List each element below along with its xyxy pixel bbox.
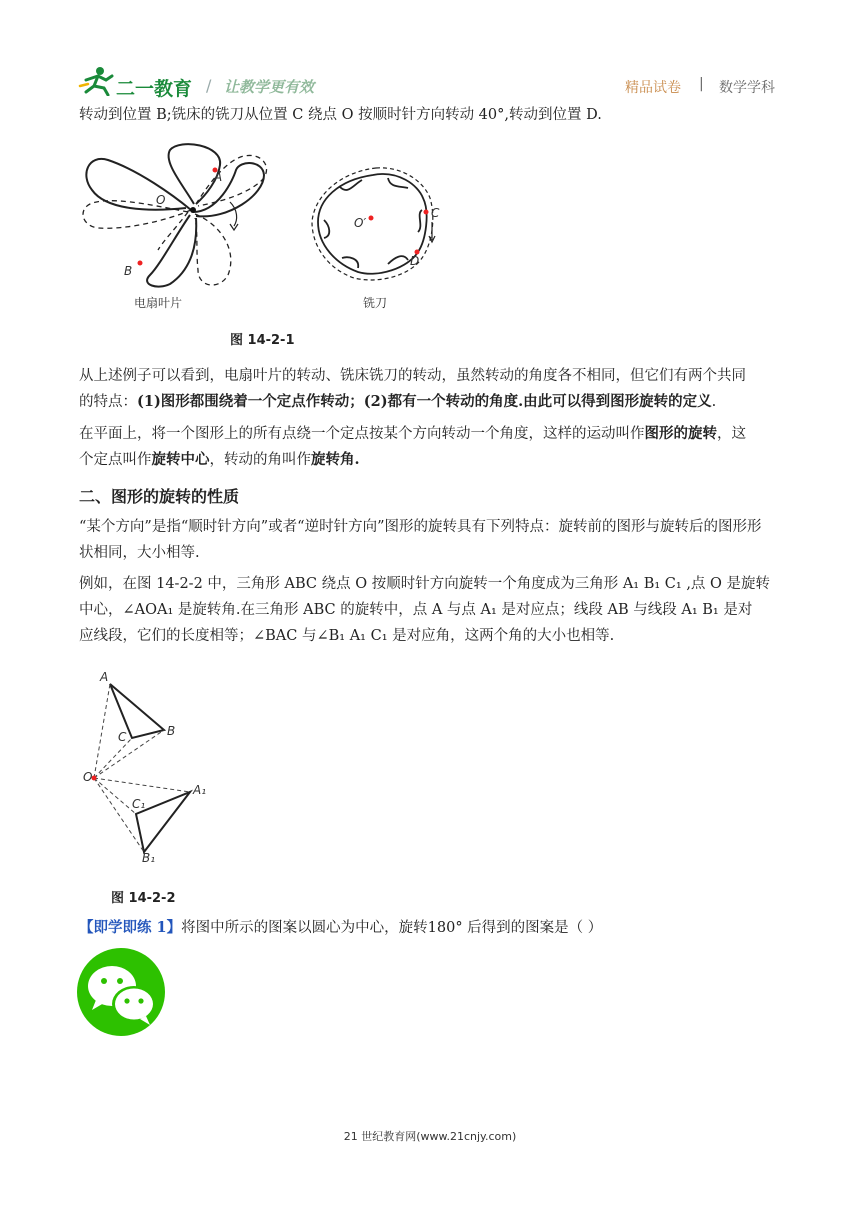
fan-center-dot [190, 207, 196, 213]
chat-bubbles-icon [76, 948, 166, 1036]
header-slogan: 让教学更有效 [224, 78, 315, 96]
cutter-point-o-label: O′ [354, 216, 367, 230]
paragraph-direction-line2: 状相同，大小相等. [79, 545, 200, 561]
paragraph-features-line1: 从上述例子可以看到，电扇叶片的转动、铣床铣刀的转动，虽然转动的角度各不相同，但它们有两个共同 [79, 368, 746, 384]
figure-triangle-rotation [80, 668, 220, 868]
cutter-point-d-label: D [410, 254, 420, 268]
paragraph-definition-line2 [79, 447, 784, 473]
fan-point-b-label: B [124, 264, 133, 278]
fan-point-b-dot [138, 261, 143, 266]
cutter-center-dot [369, 216, 374, 221]
tri-point-a1-label: A₁ [193, 783, 207, 797]
paragraph-example-line1: 例如，在图 14-2-2 中，三角形 ABC 绕点 O 按顺时针方向旋转一个角度成为三角形 A₁ B₁ C₁ ,点 O 是旋转 [79, 576, 771, 592]
figure2-caption: 图 14-2-2 [111, 891, 176, 906]
bold-text: 图形的旋转 [644, 425, 717, 442]
bold-text: (1)图形都围绕着一个定点作转动；(2)都有一个转动的角度.由此可以得到图形旋转的定义 [137, 393, 712, 410]
header-divider: | [699, 76, 704, 92]
paragraph-features-line2 [79, 389, 784, 415]
text-span: 个定点叫作 [79, 452, 152, 468]
paragraph-definition [79, 421, 784, 473]
text-span: . [711, 394, 717, 410]
tri-point-a-label: A [100, 670, 109, 684]
section-title: 二、图形的旋转的性质 [79, 487, 240, 506]
tri-point-b-label: B [167, 724, 176, 738]
fan-point-o-label: O [156, 193, 166, 207]
paragraph-example-line2: 中心，∠AOA₁ 是旋转角.在三角形 ABC 的旋转中，点 A 与点 A₁ 是对应点；线段 AB 与线段 A₁ B₁ 是对 [79, 602, 753, 618]
paragraph-example [79, 571, 784, 649]
cutter-point-c-label: C [431, 206, 440, 220]
paragraph-direction [79, 514, 784, 566]
intro-line: 转动到位置 B;铣床的铣刀从位置 C 绕点 O 按顺时针方向转动 40°,转动到位置 D. [79, 107, 602, 123]
paragraph-features [79, 363, 784, 415]
paragraph-definition-line1 [79, 421, 784, 447]
tri-point-o-label: O [83, 770, 93, 784]
paragraph-example-line3: 应线段，它们的长度相等；∠BAC 与∠B₁ A₁ C₁ 是对应角，这两个角的大小也相等. [79, 628, 615, 644]
logo-runner-icon [78, 66, 118, 96]
logo-text: 二一教育 [116, 78, 193, 100]
text-span: ，转动的角叫作 [209, 452, 311, 468]
exercise-tag: 【即学即练 1】 [79, 919, 182, 936]
tri-point-c1-label: C₁ [132, 797, 146, 811]
cutter-point-c-dot [424, 210, 429, 215]
figure1-caption: 图 14-2-1 [230, 333, 295, 348]
fan-point-a-label: A [214, 170, 223, 184]
fan-blades [86, 144, 264, 286]
text-span: 的特点： [79, 394, 137, 410]
bold-text: 旋转中心 [151, 451, 210, 468]
tri-point-b1-label: B₁ [142, 851, 156, 865]
page-footer: 21 世纪教育网(www.21cnjy.com) [343, 1130, 517, 1143]
text-span: 在平面上，将一个图形上的所有点绕一个定点按某个方向转动一个角度，这样的运动叫作 [79, 426, 645, 442]
figure-fan-cutter [78, 140, 458, 350]
fan-caption: 电扇叶片 [134, 296, 183, 310]
paragraph-direction-line1: “某个方向”是指“顺时针方向”或者“逆时针方向”图形的旋转具有下列特点：旋转前的图形与旋转后的图形形 [79, 519, 762, 535]
exercise-line [79, 915, 784, 941]
exercise-question: 将图中所示的图案以圆心为中心，旋转180° 后得到的图案是（ ） [181, 920, 603, 936]
page-header [78, 66, 784, 100]
bold-text: 旋转角. [311, 451, 360, 468]
header-right-label: 精品试卷 [625, 80, 681, 96]
cutter-caption: 铣刀 [363, 296, 388, 310]
text-span: ，这 [717, 426, 746, 442]
header-subject: 数学学科 [719, 80, 775, 96]
header-separator: / [206, 76, 212, 95]
tri-point-c-label: C [118, 730, 127, 744]
fan-rotation-arrow [230, 202, 237, 226]
rotation-dashed-lines [94, 684, 190, 852]
